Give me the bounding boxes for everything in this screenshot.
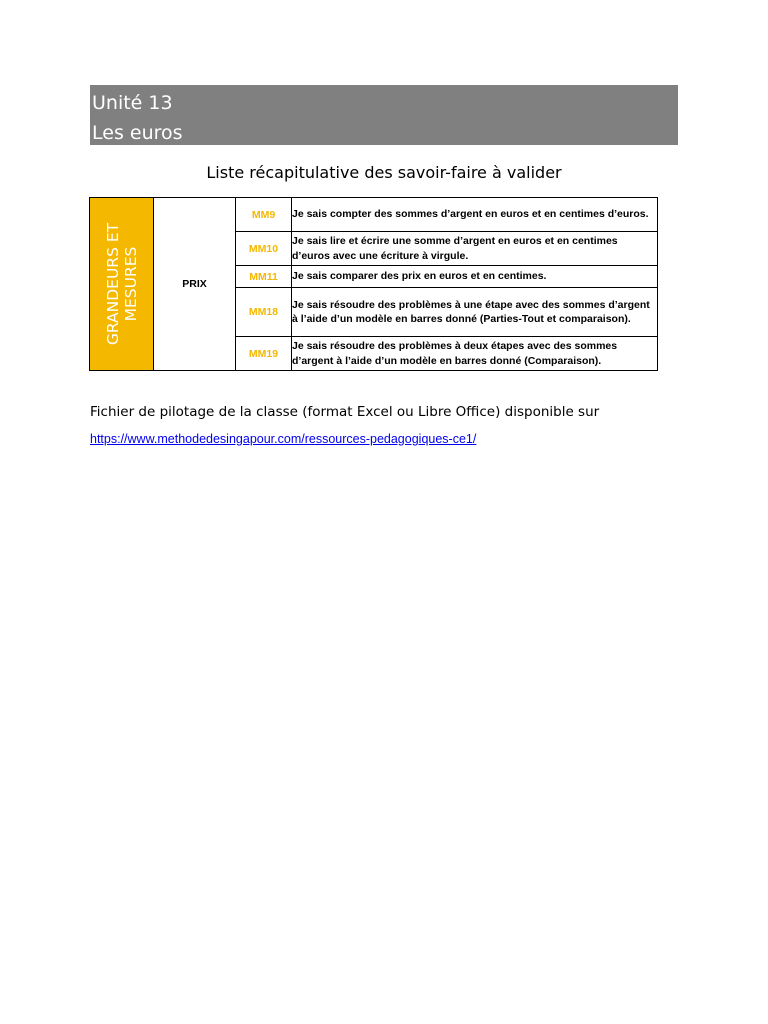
domain-line-1: GRANDEURS ET [103, 222, 122, 346]
skill-text: Je sais comparer des prix en euros et en centimes. [292, 266, 658, 288]
list-title: Liste récapitulative des savoir-faire à valider [206, 163, 562, 182]
skill-code: MM19 [236, 337, 292, 371]
pilot-text: Fichier de pilotage de la classe (format Excel ou Libre Office) disponible sur [90, 404, 600, 420]
skill-text: Je sais compter des sommes d’argent en euros et en centimes d’euros. [292, 198, 658, 232]
skill-text: Je sais résoudre des problèmes à deux étapes avec des sommes d’argent à l’aide d’un modèle en barres donné (Comparaison). [292, 337, 658, 371]
domain-label [104, 223, 140, 345]
pilot-link[interactable]: https://www.methodedesingapour.com/ressources-pedagogiques-ce1/ [90, 432, 477, 446]
table-row [90, 198, 658, 232]
domain-cell [90, 198, 154, 371]
skills-table [89, 197, 658, 371]
skill-code: MM9 [236, 198, 292, 232]
unit-number: Unité 13 [92, 92, 173, 114]
skill-code: MM11 [236, 266, 292, 288]
domain-line-2: MESURES [121, 246, 140, 322]
skill-code: MM10 [236, 232, 292, 266]
unit-title: Les euros [92, 122, 183, 144]
skill-text: Je sais résoudre des problèmes à une étape avec des sommes d’argent à l’aide d’un modèle en barres donné (Parties-Tout et comparaison). [292, 288, 658, 337]
unit-header [90, 85, 678, 145]
skill-code: MM18 [236, 288, 292, 337]
subdomain-cell: PRIX [154, 198, 236, 371]
skill-text: Je sais lire et écrire une somme d’argent en euros et en centimes d’euros avec une écriture à virgule. [292, 232, 658, 266]
